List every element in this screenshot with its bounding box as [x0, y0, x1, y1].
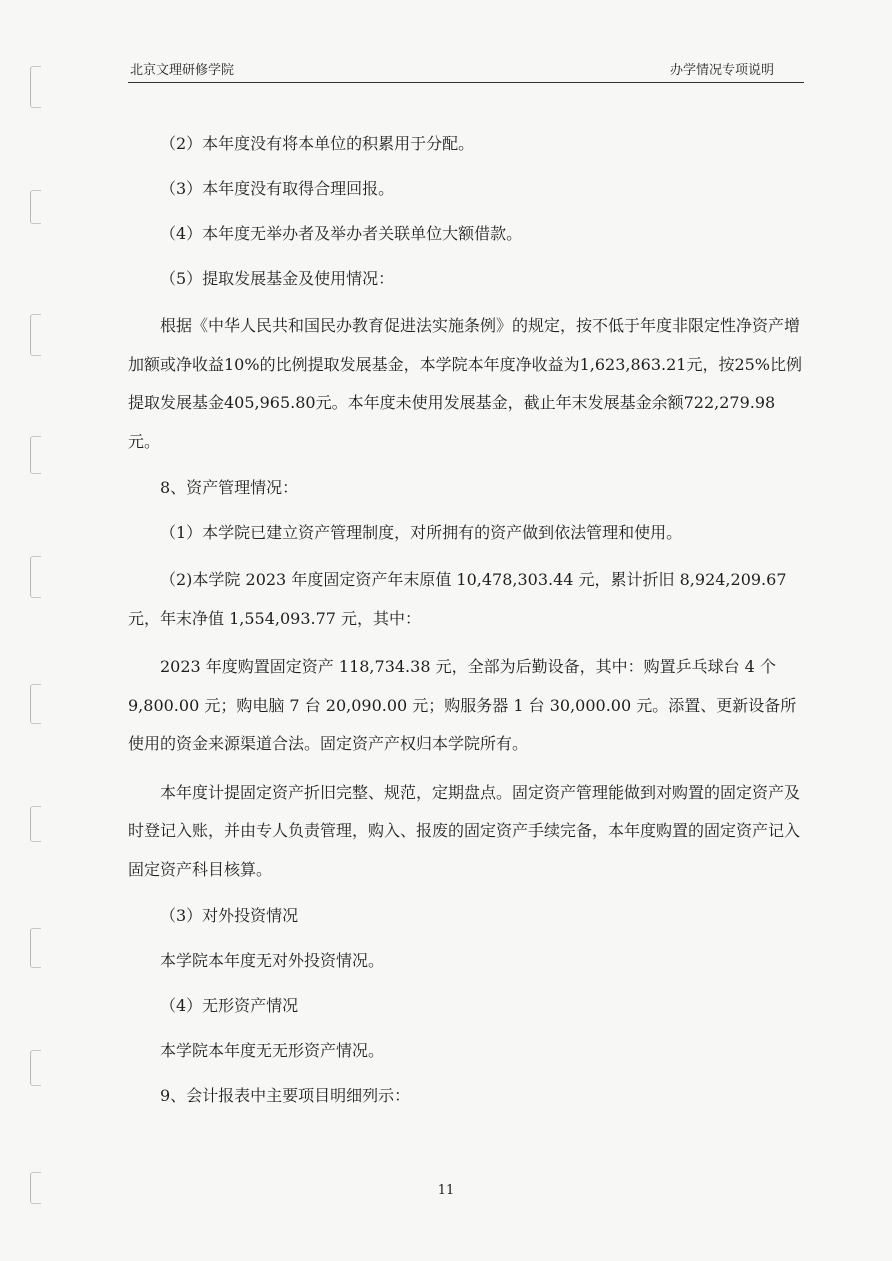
binding-mark — [30, 436, 41, 474]
paragraph-no-return: （3）本年度没有取得合理回报。 — [160, 179, 395, 198]
paragraph-asset-system: （1）本学院已建立资产管理制度，对所拥有的资产做到依法管理和使用。 — [160, 523, 683, 542]
binding-mark — [30, 556, 41, 598]
section-heading-statement-items: 9、会计报表中主要项目明细列示： — [160, 1086, 411, 1105]
paragraph-external-investment: 本学院本年度无对外投资情况。 — [160, 951, 385, 970]
document-body — [128, 127, 804, 1124]
heading-external-investment: （3）对外投资情况 — [160, 906, 299, 925]
paragraph-fixed-assets: （2)本学院 2023 年度固定资产年末原值 10,478,303.44 元，累计折旧 8,924,209.67 元，年末净值 1,554,093.77 元，其中： — [128, 570, 787, 628]
header-document-title: 办学情况专项说明 — [669, 63, 774, 78]
header-organization: 北京文理研修学院 — [130, 63, 235, 78]
page-header — [128, 62, 804, 83]
paragraph-no-loans: （4）本年度无举办者及举办者关联单位大额借款。 — [160, 224, 523, 243]
binding-mark — [30, 66, 41, 108]
binding-mark — [30, 806, 41, 842]
binding-mark — [30, 1050, 41, 1086]
paragraph-no-distribution: （2）本年度没有将本单位的积累用于分配。 — [160, 134, 475, 153]
paragraph-intangible-assets: 本学院本年度无无形资产情况。 — [160, 1041, 385, 1060]
binding-mark — [30, 314, 41, 356]
paragraph-development-fund: 根据《中华人民共和国民办教育促进法实施条例》的规定，按不低于年度非限定性净资产增加额或净收益10%的比例提取发展基金，本学院本年度净收益为1,623,863.21元，按25%比例提取发展基金405,965.80元。本年度未使用发展基金，截止年末发展基金余额722,279.98元。 — [128, 316, 803, 451]
paragraph-depreciation: 本年度计提固定资产折旧完整、规范，定期盘点。固定资产管理能做到对购置的固定资产及时登记入账，并由专人负责管理，购入、报废的固定资产手续完备，本年度购置的固定资产记入固定资产科目核算。 — [128, 782, 801, 879]
paragraph-purchases: 2023 年度购置固定资产 118,734.38 元，全部为后勤设备，其中：购置乒乓球台 4 个 9,800.00 元；购电脑 7 台 20,090.00 元；购服务器 1 台 30,000.00 元。添置、更新设备所使用的资金来源渠道合法。固定资产产权归本学院所有。 — [128, 657, 797, 753]
binding-mark — [30, 684, 41, 724]
binding-mark — [30, 190, 41, 224]
paragraph-development-fund-heading: （5）提取发展基金及使用情况： — [160, 269, 395, 288]
section-heading-asset-management: 8、资产管理情况： — [160, 478, 299, 497]
heading-intangible-assets: （4）无形资产情况 — [160, 996, 299, 1015]
binding-mark — [30, 928, 41, 968]
page-number: 11 — [437, 1183, 455, 1198]
